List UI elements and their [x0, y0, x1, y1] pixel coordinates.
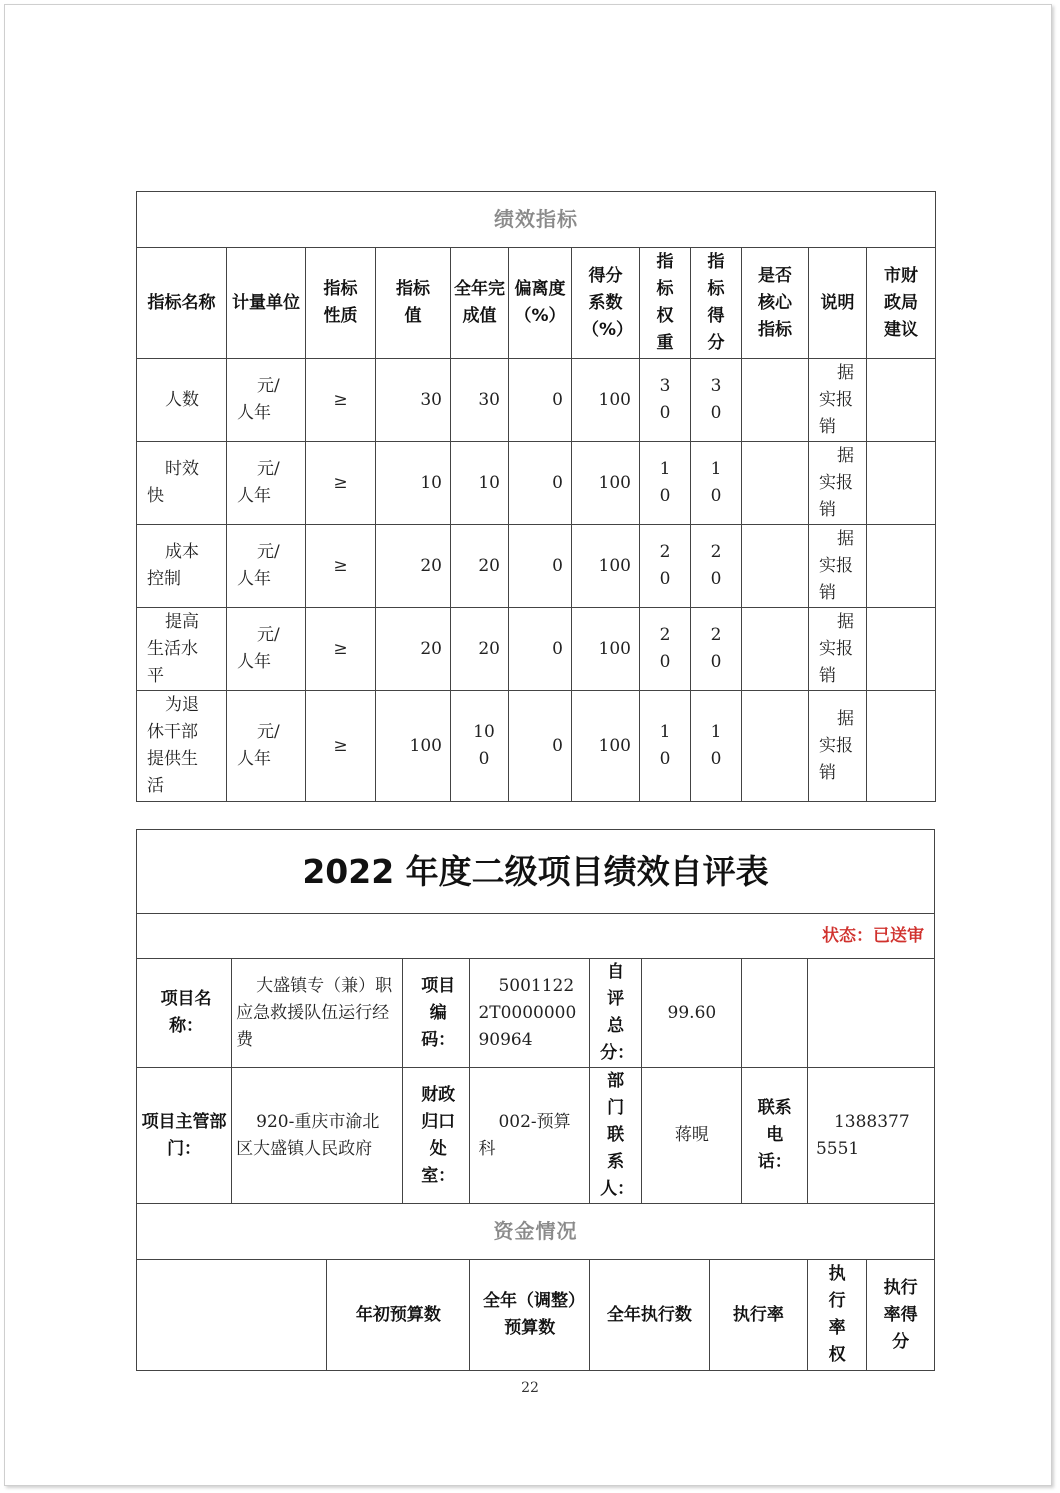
- indicator-actual: 30: [451, 359, 509, 442]
- indicator-unit: 元/人年: [227, 608, 306, 691]
- dept-value: 920-重庆市渝北区大盛镇人民政府: [232, 1068, 403, 1204]
- table-row: [137, 608, 936, 691]
- finance-office-value: 002-预算科: [470, 1068, 590, 1204]
- indicator-deviation: 0: [509, 359, 572, 442]
- indicator-core: [742, 525, 809, 608]
- form-title: 2022 年度二级项目绩效自评表: [137, 830, 935, 914]
- empty-cell: [137, 1260, 327, 1371]
- header-is-core: 是否核心指标: [742, 248, 809, 359]
- funds-header-row: [137, 1260, 935, 1371]
- indicator-actual: 10: [451, 442, 509, 525]
- indicator-note: 据实报销: [809, 442, 867, 525]
- header-actual-value: 全年完成值: [451, 248, 509, 359]
- header-nature: 指标性质: [306, 248, 376, 359]
- indicator-unit: 元/人年: [227, 442, 306, 525]
- self-evaluation-form: [136, 829, 935, 1371]
- table-row: [137, 359, 936, 442]
- indicator-core: [742, 359, 809, 442]
- indicator-deviation: 0: [509, 442, 572, 525]
- empty-cell: [742, 959, 807, 1068]
- header-note: 说明: [809, 248, 867, 359]
- indicator-nature: ≥: [306, 608, 376, 691]
- indicator-actual: 100: [451, 691, 509, 802]
- indicator-value: 30: [376, 359, 451, 442]
- indicator-value: 10: [376, 442, 451, 525]
- contact-label: 部门联系人：: [590, 1068, 642, 1204]
- indicator-advice: [867, 608, 936, 691]
- indicator-coef: 100: [572, 442, 640, 525]
- indicator-core: [742, 442, 809, 525]
- indicator-note: 据实报销: [809, 608, 867, 691]
- indicator-note: 据实报销: [809, 525, 867, 608]
- phone-value: 13883775551: [807, 1068, 934, 1204]
- table-row: [137, 442, 936, 525]
- indicator-advice: [867, 359, 936, 442]
- indicator-coef: 100: [572, 359, 640, 442]
- indicator-unit: 元/人年: [227, 525, 306, 608]
- total-score-label: 自评总分：: [590, 959, 642, 1068]
- header-finance-advice: 市财政局建议: [867, 248, 936, 359]
- page-number: 22: [521, 1380, 539, 1396]
- indicator-actual: 20: [451, 608, 509, 691]
- indicator-weight: 10: [640, 442, 691, 525]
- empty-cell: [807, 959, 934, 1068]
- indicator-unit: 元/人年: [227, 691, 306, 802]
- indicator-weight: 20: [640, 608, 691, 691]
- indicator-core: [742, 608, 809, 691]
- header-rate-score: 执行率得分: [867, 1260, 935, 1371]
- indicator-note: 据实报销: [809, 691, 867, 802]
- status-badge: 状态：已送审: [137, 914, 935, 959]
- indicator-score: 30: [691, 359, 742, 442]
- header-rate-weight: 执行率权: [807, 1260, 866, 1371]
- header-score: 指标得分: [691, 248, 742, 359]
- indicator-actual: 20: [451, 525, 509, 608]
- indicator-name: 为退休干部提供生活: [137, 691, 227, 802]
- indicator-weight: 30: [640, 359, 691, 442]
- indicator-deviation: 0: [509, 691, 572, 802]
- indicator-score: 10: [691, 691, 742, 802]
- indicator-nature: ≥: [306, 442, 376, 525]
- table-row: [137, 525, 936, 608]
- header-execution-rate: 执行率: [709, 1260, 807, 1371]
- indicator-nature: ≥: [306, 525, 376, 608]
- indicator-nature: ≥: [306, 359, 376, 442]
- header-weight: 指标权重: [640, 248, 691, 359]
- header-unit: 计量单位: [227, 248, 306, 359]
- contact-value: 蒋晛: [642, 1068, 742, 1204]
- total-score-value: 99.60: [642, 959, 742, 1068]
- project-name-label: 项目名称：: [137, 959, 232, 1068]
- indicator-advice: [867, 525, 936, 608]
- indicator-nature: ≥: [306, 691, 376, 802]
- phone-label: 联系电话：: [742, 1068, 807, 1204]
- header-annual-executed: 全年执行数: [590, 1260, 710, 1371]
- indicator-advice: [867, 691, 936, 802]
- indicator-deviation: 0: [509, 608, 572, 691]
- indicator-score: 20: [691, 608, 742, 691]
- indicator-deviation: 0: [509, 525, 572, 608]
- header-adjusted-budget: 全年（调整）预算数: [470, 1260, 590, 1371]
- indicator-value: 20: [376, 608, 451, 691]
- indicator-weight: 20: [640, 525, 691, 608]
- indicator-name: 人数: [137, 359, 227, 442]
- indicator-name: 成本控制: [137, 525, 227, 608]
- indicator-name: 提高生活水平: [137, 608, 227, 691]
- project-code-value: 50011222T000000090964: [470, 959, 590, 1068]
- indicator-coef: 100: [572, 608, 640, 691]
- indicator-value: 100: [376, 691, 451, 802]
- header-score-coef: 得分系数（%）: [572, 248, 640, 359]
- funds-section-title: 资金情况: [137, 1204, 935, 1260]
- table-row: [137, 691, 936, 802]
- header-initial-budget: 年初预算数: [327, 1260, 470, 1371]
- dept-label: 项目主管部门：: [137, 1068, 232, 1204]
- finance-office-label: 财政归口处室：: [402, 1068, 470, 1204]
- header-indicator-name: 指标名称: [137, 248, 227, 359]
- indicator-advice: [867, 442, 936, 525]
- project-code-label: 项目编码：: [402, 959, 470, 1068]
- indicator-value: 20: [376, 525, 451, 608]
- indicator-weight: 10: [640, 691, 691, 802]
- indicator-coef: 100: [572, 525, 640, 608]
- header-deviation: 偏离度（%）: [509, 248, 572, 359]
- performance-indicator-table: [136, 191, 936, 802]
- indicator-name: 时效快: [137, 442, 227, 525]
- perf-header-row: [137, 248, 936, 359]
- indicator-score: 10: [691, 442, 742, 525]
- perf-section-title: 绩效指标: [137, 192, 936, 248]
- indicator-core: [742, 691, 809, 802]
- project-name-value: 大盛镇专（兼）职应急救援队伍运行经费: [232, 959, 403, 1068]
- indicator-note: 据实报销: [809, 359, 867, 442]
- indicator-score: 20: [691, 525, 742, 608]
- indicator-unit: 元/人年: [227, 359, 306, 442]
- indicator-coef: 100: [572, 691, 640, 802]
- header-target-value: 指标值: [376, 248, 451, 359]
